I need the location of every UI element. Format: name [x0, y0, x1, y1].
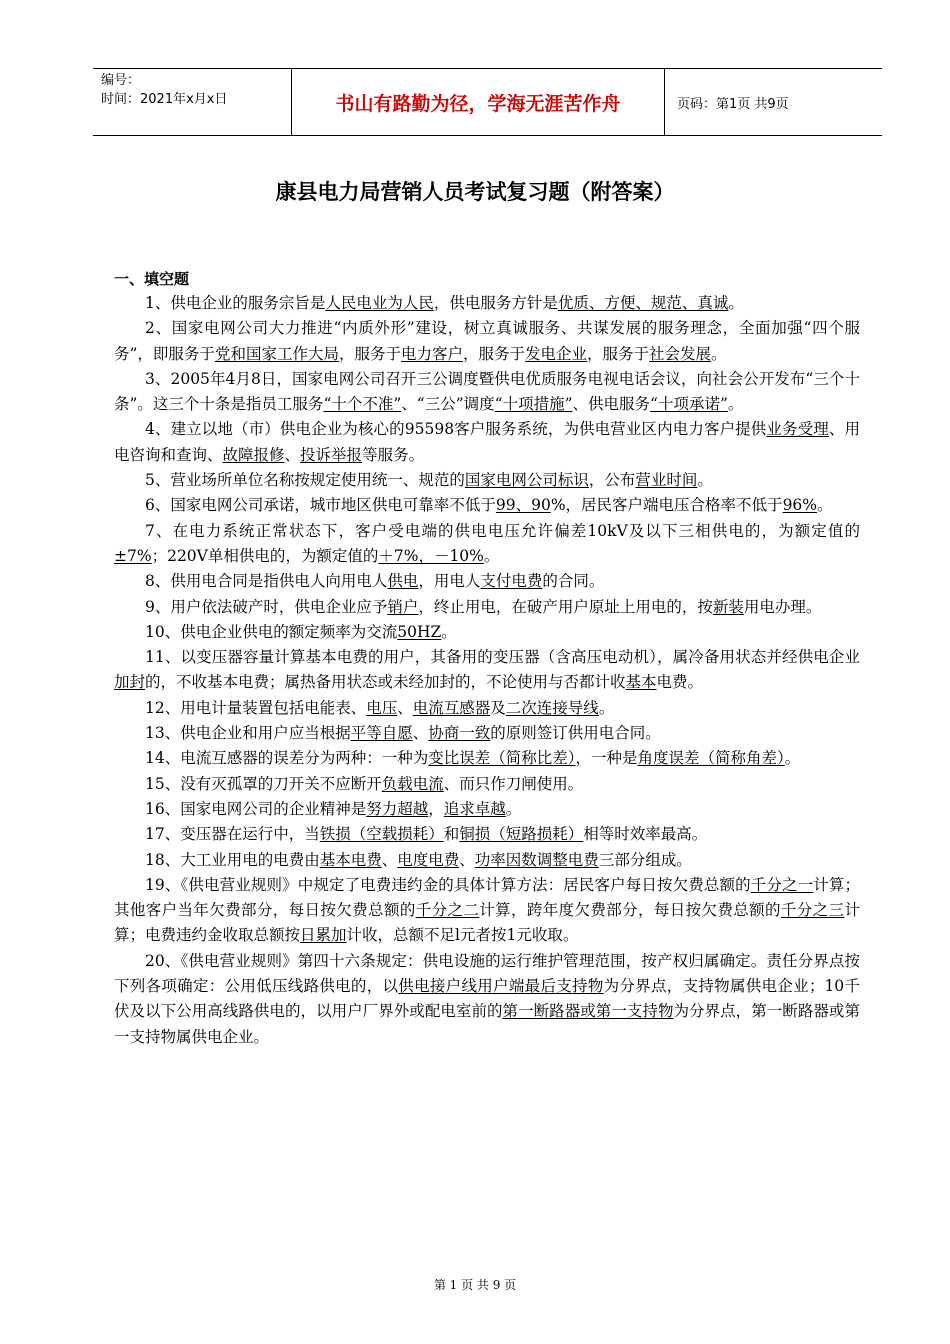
question-text: 、	[459, 850, 475, 869]
question-text: 三部分组成。	[598, 850, 692, 869]
answer-text: “十项承诺”	[650, 395, 728, 414]
question-text: 5、营业场所单位名称按规定使用统一、规范的	[145, 471, 465, 490]
question-text: ，一种是	[575, 749, 638, 768]
question-text: 15、没有灭孤罩的刀开关不应断开	[145, 774, 382, 793]
doc-time-label: 时间：2021年x月x日	[101, 92, 228, 107]
answer-text: 人民电业为人民	[325, 294, 434, 312]
question-text: 用电办理。	[743, 597, 822, 616]
question-text: 、	[381, 850, 398, 869]
question-text: 12、用电计量装置包括电能表、	[145, 698, 367, 717]
question-item	[114, 721, 860, 746]
question-item	[114, 645, 860, 696]
question-text: 为分界点，第一断路器或第一支持物属供电企业。	[114, 1002, 860, 1046]
answer-text: 电力客户	[400, 344, 463, 363]
question-text: 16、国家电网公司的企业精神是	[145, 799, 367, 818]
answer-text: 平等自愿	[350, 724, 413, 743]
answer-text: 千分之二	[415, 901, 480, 920]
question-text: 。	[784, 749, 801, 768]
answer-text: 千分之一	[750, 875, 814, 894]
question-text: ，服务于	[587, 344, 650, 363]
question-text: 18、大工业用电的电费由	[145, 850, 320, 869]
answer-text: 基本电费	[319, 850, 382, 869]
question-text: 11、以变压器容量计算基本电费的用户，其备用的变压器（含高压电动机），属冷备用状态并经供电企业	[145, 648, 860, 667]
answer-text: 电度电费	[397, 850, 460, 869]
question-text: %，居民客户端电压合格率不低于	[550, 496, 783, 515]
question-text: 17、变压器在运行中，当	[145, 825, 320, 844]
question-item	[114, 696, 860, 721]
question-item	[114, 772, 860, 797]
question-text: 。	[817, 496, 833, 515]
header-motto: 书山有路勤为径，学海无涯苦作舟	[292, 69, 665, 135]
answer-text: 优质、方便、规范、真诚	[557, 294, 729, 312]
question-text: 3、2005年4月8日，国家电网公司召开三公调度暨供电优质服务电视电话会议，向社会公开发布“三个十条”。这三个十条是指员工服务	[114, 369, 860, 414]
answer-text: 销户	[387, 597, 419, 616]
question-text: ，终止用电，在破产用户原址上用电的，按	[418, 597, 713, 616]
question-text: 相等时效率最高。	[583, 825, 708, 844]
question-text: 9、用户依法破产时，供电企业应予	[145, 597, 388, 616]
question-text: 。	[483, 546, 500, 565]
question-text: 、用电咨询和查询、	[114, 420, 860, 464]
answer-text: 投诉举报	[300, 445, 363, 464]
question-item	[114, 291, 860, 316]
answer-text: ±7%	[114, 546, 152, 565]
question-text: ，用电人	[418, 572, 481, 591]
question-item	[114, 468, 860, 493]
answer-text: 二次连接导线	[505, 698, 599, 717]
answer-text: 追求卓越	[443, 799, 506, 818]
page-header-table	[93, 68, 882, 136]
question-text: 10、供电企业供电的额定频率为交流	[145, 622, 398, 641]
answer-text: 电压	[366, 698, 398, 717]
question-item	[114, 620, 860, 645]
question-text: 。	[598, 698, 615, 717]
header-info-cell	[93, 69, 292, 135]
answer-text: 功率因数调整电费	[474, 850, 599, 869]
question-text: 20、《供电营业规则》第四十六条规定：供电设施的运行维护管理范围，按产权归属确定。责任分界点按下列各项确定：公用低压线路供电的，以	[114, 951, 860, 996]
answer-text: 铜损（短路损耗）	[459, 825, 584, 844]
question-text: ；220V单相供电的，为额定值的	[151, 546, 379, 565]
question-text: ，服务于	[462, 344, 525, 363]
question-text: 的合同。	[542, 572, 605, 591]
question-item	[114, 949, 860, 1050]
question-item	[114, 848, 860, 873]
question-text: ，	[428, 799, 444, 818]
question-item	[114, 519, 860, 570]
question-text: 。	[505, 799, 522, 818]
section-heading: 一、填空题	[114, 270, 190, 288]
question-text: 等服务。	[362, 445, 425, 464]
answer-text: “十个不准”	[323, 395, 402, 414]
question-text: 的，不收基本电费；属热备用状态或未经加封的，不论使用与否都计收	[145, 673, 626, 692]
question-item	[114, 797, 860, 822]
question-item	[114, 873, 860, 949]
question-text: 。	[711, 344, 727, 363]
document-title: 康县电力局营销人员考试复习题（附答案）	[275, 180, 675, 204]
question-text: 计算；电费违约金收取总额按	[114, 901, 860, 945]
question-text: 电费。	[656, 673, 704, 692]
question-text: 、	[412, 724, 429, 743]
answer-text: 基本	[625, 673, 657, 692]
question-text: 和	[443, 825, 460, 844]
question-text: 、供电服务	[572, 395, 651, 414]
question-item	[114, 493, 860, 518]
question-item	[114, 746, 860, 771]
answer-text: 96%	[782, 496, 818, 515]
question-text: 、	[284, 445, 301, 464]
answer-text: 99、90	[495, 496, 551, 515]
question-text: 的原则签订供用电合同。	[490, 724, 661, 743]
question-text: 1、供电企业的服务宗旨是	[145, 294, 326, 312]
answer-text: 党和国家工作大局	[214, 344, 339, 363]
question-text: 7、在电力系统正常状态下，客户受电端的供电电压允许偏差10kV及以下三相供电的，为额定值的	[145, 521, 860, 540]
answer-text: 角度误差（简称角差）	[637, 749, 785, 768]
answer-text: 供电	[387, 572, 419, 591]
question-item	[114, 367, 860, 418]
question-text: ，公布	[588, 471, 636, 490]
answer-text: ＋7%，－10%	[378, 546, 484, 565]
question-item	[114, 569, 860, 594]
answer-text: 努力超越	[366, 799, 429, 818]
answer-text: 社会发展	[649, 344, 712, 363]
question-text: 8、供用电合同是指供电人向用电人	[145, 572, 388, 591]
question-text: 6、国家电网公司承诺，城市地区供电可靠率不低于	[145, 496, 496, 515]
question-text: ，服务于	[338, 344, 401, 363]
question-item	[114, 595, 860, 620]
question-text: 。	[728, 294, 744, 312]
answer-text: 新装	[712, 597, 744, 616]
question-text: 2、国家电网公司大力推进“内质外形”建设，树立真诚服务、共谋发展的服务理念，全面加强“四个服务”，即服务于	[114, 319, 860, 363]
doc-number-label: 编号：	[101, 73, 141, 88]
page-footer: 第 1 页 共 9 页	[433, 1278, 517, 1292]
question-text: 及	[490, 698, 506, 717]
answer-text: “十项措施”	[494, 395, 573, 414]
answer-text: 第一断路器或第一支持物	[502, 1002, 674, 1021]
answer-text: 故障报修	[222, 445, 285, 464]
question-item	[114, 417, 860, 468]
question-item	[114, 822, 860, 847]
answer-text: 变比误差（简称比差）	[428, 749, 576, 768]
answer-text: 负载电流	[381, 774, 444, 793]
question-text: 、	[397, 698, 413, 717]
question-text: 。	[697, 471, 713, 490]
question-text: 计收，总额不足l元者按1元收取。	[346, 926, 579, 945]
question-text: 、“三公”调度	[401, 395, 495, 414]
answer-text: 营业时间	[635, 471, 698, 490]
answer-text: 日累加	[300, 926, 347, 945]
question-list	[114, 291, 860, 1050]
question-text: 14、电流互感器的误差分为两种：一种为	[145, 749, 429, 768]
question-text: 、而只作刀闸使用。	[443, 774, 584, 793]
answer-text: 千分之三	[780, 901, 845, 920]
question-text: 4、建立以地（市）供电企业为核心的95598客户服务系统，为供电营业区内电力客户提供	[145, 420, 767, 439]
answer-text: 电流互感器	[412, 698, 491, 717]
question-text: 为分界点，支持物属供电企业；10千伏及以下公用高线路供电的，以用户厂界外或配电室前的	[114, 977, 860, 1021]
question-text: 13、供电企业和用户应当根据	[145, 724, 351, 743]
answer-text: 国家电网公司标识	[464, 471, 589, 490]
question-text: 19、《供电营业规则》中规定了电费违约金的具体计算方法：居民客户每日按欠费总额的	[145, 875, 751, 894]
answer-text: 业务受理	[766, 420, 829, 439]
question-text: 计算，跨年度欠费部分，每日按欠费总额的	[479, 901, 781, 920]
question-text: ，供电服务方针是	[433, 294, 558, 312]
answer-text: 发电企业	[525, 344, 588, 363]
answer-text: 铁损（空载损耗）	[319, 825, 444, 844]
answer-text: 供电接户线用户端最后支持物	[398, 977, 604, 996]
question-text: 。	[441, 622, 457, 641]
header-page-number: 页码：第1页 共9页	[677, 96, 789, 112]
question-text: 。	[727, 395, 744, 414]
answer-text: 加封	[114, 673, 146, 692]
answer-text: 支付电费	[480, 572, 543, 591]
answer-text: 协商一致	[428, 724, 491, 743]
answer-text: 50HZ	[397, 622, 442, 641]
question-item	[114, 316, 860, 367]
question-text: 计算；其他客户当年欠费部分，每日按欠费总额的	[114, 875, 860, 920]
